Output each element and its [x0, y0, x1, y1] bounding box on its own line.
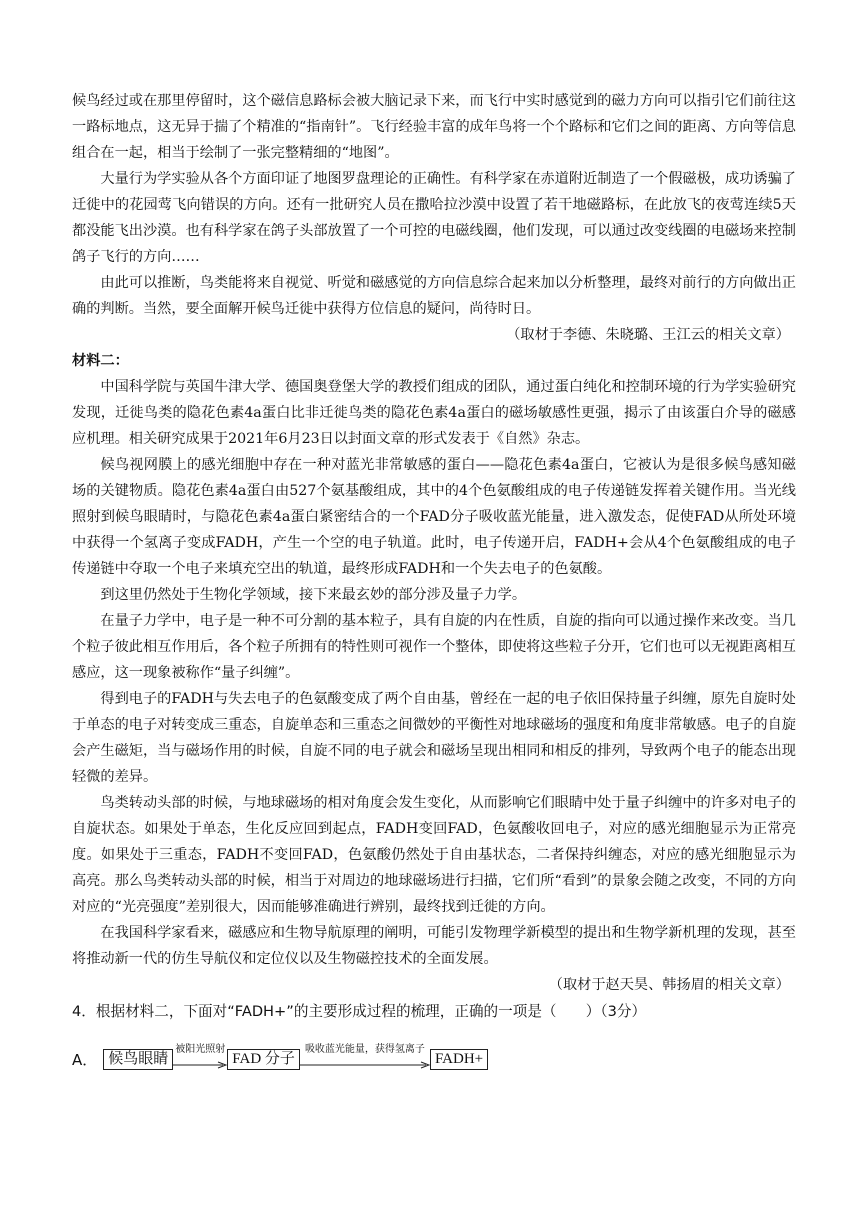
paragraph: 由此可以推断，鸟类能将来自视觉、听觉和磁感觉的方向信息综合起来加以分析整理，最终对前行的方向做出正确的判断。当然，要全面解开候鸟迁徙中获得方位信息的疑问，尚待时日。: [72, 275, 796, 317]
paragraph: 候鸟视网膜上的感光细胞中存在一种对蓝光非常敏感的蛋白——隐花色素4a蛋白，它被认为是很多候鸟感知磁场的关键物质。隐花色素4a蛋白由527个氨基酸组成，其中的4个色氨酸组成的电子传递链发挥着关键作用。当光线照射到候鸟眼睛时，与隐花色素4a蛋白紧密结合的一个FAD分子吸收蓝光能量，进入激发态，促使FAD从所处环境中获得一个氢离子变成FADH，产生一个空的电子轨道。此时，电子传递开启，FADH+会从4个色氨酸组成的电子传递链中夺取一个电子来填充空出的轨道，最终形成FADH和一个失去电子的色氨酸。: [72, 457, 796, 577]
paragraph: 在我国科学家看来，磁感应和生物导航原理的阐明，可能引发物理学新模型的提出和生物学新机理的发现，甚至将推动新一代的仿生导航仪和定位仪以及生物磁控技术的全面发展。: [72, 925, 796, 967]
section-heading: 材料二：: [72, 353, 129, 369]
arrow-label: 吸收蓝光能量，获得氢离子: [304, 1044, 425, 1055]
option-letter: A．: [72, 1051, 98, 1069]
paragraph: 中国科学院与英国牛津大学、德国奥登堡大学的教授们组成的团队，通过蛋白纯化和控制环境的行为学实验研究发现，迁徙鸟类的隐花色素4a蛋白比非迁徙鸟类的隐花色素4a蛋白的磁场敏感性更强，揭示了由该蛋白介导的磁感应机理。相关研究成果于2021年6月23日以封面文章的形式发表于《自然》杂志。: [72, 379, 796, 447]
paragraph: 到这里仍然处于生物化学领域，接下来最玄妙的部分涉及量子力学。: [100, 587, 527, 603]
arrow-label: 被阳光照射: [175, 1044, 226, 1055]
arrow-right-icon: [300, 1060, 430, 1070]
paragraph: 得到电子的FADH与失去电子的色氨酸变成了两个自由基，曾经在一起的电子依旧保持量子纠缠，原先自旋时处于单态的电子对转变成三重态，自旋单态和三重态之间微妙的平衡性对地球磁场的强度和角度非常敏感。电子的自旋会产生磁矩，当与磁场作用的时候，自旋不同的电子就会和磁场呈现出相同和相反的排列，导致两个电子的能态出现轻微的差异。: [72, 691, 796, 785]
paragraph: 鸟类转动头部的时候，与地球磁场的相对角度会发生变化，从而影响它们眼睛中处于量子纠缠中的许多对电子的自旋状态。如果处于单态，生化反应回到起点，FADH变回FAD，色氨酸收回电子，对应的感光细胞显示为正常亮度。如果处于三重态，FADH不变回FAD，色氨酸仍然处于自由基状态，二者保持纠缠态，对应的感光细胞显示为高亮。那么鸟类转动头部的时候，相当于对周边的地球磁场进行扫描，它们所“看到”的景象会随之改变，不同的方向对应的“光亮强度”差别很大，因而能够准确进行辨别，最终找到迁徙的方向。: [72, 795, 796, 915]
flow-arrow: [300, 1044, 430, 1070]
source-citation: （取材于赵天昊、韩扬眉的相关文章）: [548, 977, 790, 993]
question-stem: 4．根据材料二，下面对“FADH+”的主要形成过程的梳理，正确的一项是（ ）（3分）: [72, 1003, 647, 1020]
flow-step: 候鸟眼睛: [103, 1049, 173, 1070]
source-citation: （取材于李德、朱晓璐、王江云的相关文章）: [506, 327, 790, 343]
option-a-flow[interactable]: [72, 1040, 796, 1070]
document-page: [72, 88, 796, 1070]
paragraph: 大量行为学实验从各个方面印证了地图罗盘理论的正确性。有科学家在赤道附近制造了一个假磁极，成功诱骗了迁徙中的花园莺飞向错误的方向。还有一批研究人员在撒哈拉沙漠中设置了若干地磁路标，在此放飞的夜莺连续5天都没能飞出沙漠。也有科学家在鸽子头部放置了一个可控的电磁线圈，他们发现，可以通过改变线圈的电磁场来控制鸽子飞行的方向……: [72, 171, 796, 265]
arrow-right-icon: [173, 1060, 227, 1070]
paragraph: 候鸟经过或在那里停留时，这个磁信息路标会被大脑记录下来，而飞行中实时感觉到的磁力方向可以指引它们前往这一路标地点，这无异于揣了个精准的“指南针”。飞行经验丰富的成年鸟将一个个路标和它们之间的距离、方向等信息组合在一起，相当于绘制了一张完整精细的“地图”。: [72, 93, 796, 161]
flow-step: FAD 分子: [227, 1049, 300, 1070]
paragraph: 在量子力学中，电子是一种不可分割的基本粒子，具有自旋的内在性质，自旋的指向可以通过操作来改变。当几个粒子彼此相互作用后，各个粒子所拥有的特性则可视作一个整体，即使将这些粒子分开，它们也可以无视距离相互感应，这一现象被称作“量子纠缠”。: [72, 613, 796, 681]
flow-arrow: [173, 1044, 227, 1070]
flow-step: FADH+: [430, 1049, 488, 1070]
